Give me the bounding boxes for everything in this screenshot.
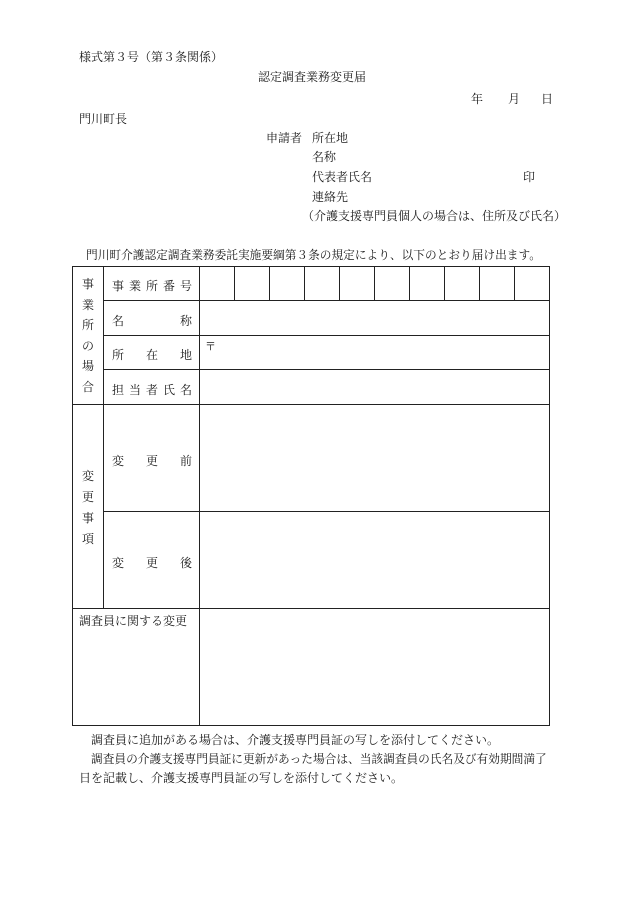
change-header: 変 更 事 項 [81,469,94,546]
after-change-field[interactable] [200,512,549,608]
office-header: 事 業 所 の 場 合 [81,277,94,394]
office-address-field[interactable] [200,336,549,369]
applicant-address-label: 所在地 [312,131,349,145]
before-change-label: 変 更 前 [112,454,192,468]
intro-text: 門川町介護認定調査業務委託実施要綱第３条の規定により、以下のとおり届け出ます。 [86,248,541,262]
digit-box-divider [304,266,305,300]
date-year[interactable]: 年 [471,92,484,106]
investigator-change-field[interactable] [200,609,549,725]
date-day[interactable]: 日 [541,92,554,106]
form-number: 様式第３号（第３条関係） [79,50,224,64]
office-name-label: 名 称 [112,314,192,328]
digit-box-divider [514,266,515,300]
date-month[interactable]: 月 [508,92,521,106]
recipient: 門川町長 [79,112,128,126]
digit-box-divider [269,266,270,300]
applicant-name-label: 名称 [312,150,337,164]
digit-box-divider [409,266,410,300]
before-change-field[interactable] [200,405,549,511]
investigator-change-label: 調査員に関する変更 [79,614,188,628]
page-title: 認定調査業務変更届 [258,70,367,84]
applicant-note: （介護支援専門員個人の場合は、住所及び氏名） [302,209,567,223]
applicant-contact-label: 連絡先 [312,190,349,204]
contact-person-label: 担 当 者 氏 名 [112,383,192,397]
office-number-label: 事 業 所 番 号 [112,279,192,293]
applicant-representative-label: 代表者氏名 [312,170,373,184]
office-address-label: 所 在 地 [112,348,192,362]
after-change-label: 変 更 後 [112,556,192,570]
digit-box-divider [444,266,445,300]
digit-box-divider [234,266,235,300]
note-line-3: 日を記載し、介護支援専門員証の写しを添付してください。 [79,771,404,785]
note-line-1: 調査員に追加がある場合は、介護支援専門員証の写しを添付してください。 [91,733,500,747]
contact-person-field[interactable] [200,370,549,404]
digit-box-divider [479,266,480,300]
table-divider [103,266,104,609]
applicant-label: 申請者 [266,131,303,145]
digit-box-divider [374,266,375,300]
seal-mark: 印 [523,170,536,184]
office-name-field[interactable] [200,301,549,335]
digit-box-divider [339,266,340,300]
postal-mark: 〒 [205,340,216,353]
note-line-2: 調査員の介護支援専門員証に更新があった場合は、当該調査員の氏名及び有効期間満了 [91,752,547,766]
